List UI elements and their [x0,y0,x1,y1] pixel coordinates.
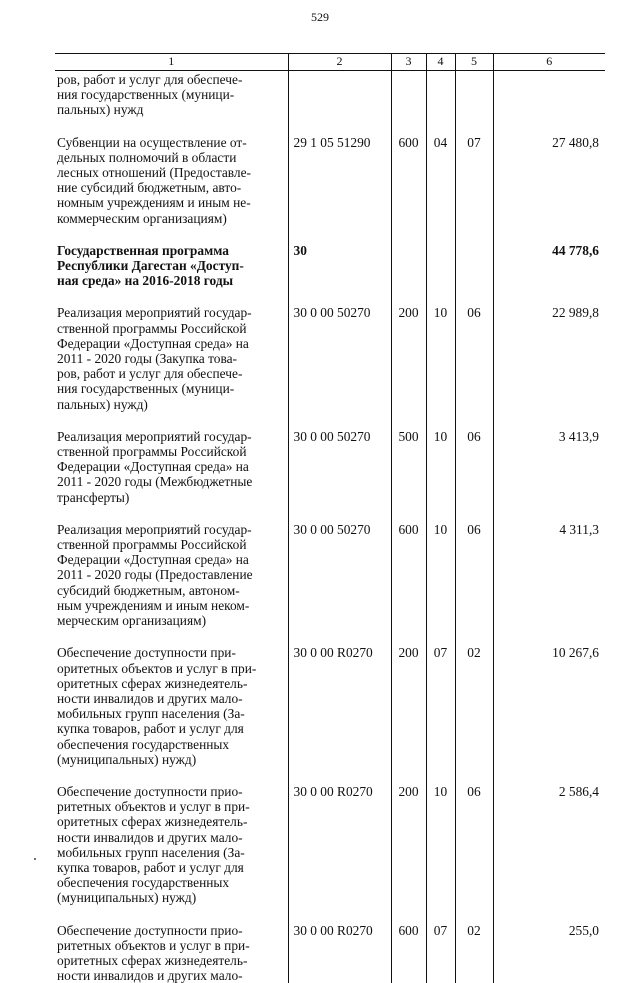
section-cell: 10 [426,302,455,425]
expense-type-cell: 600 [391,519,426,642]
expense-type-cell: 200 [391,302,426,425]
row-name-cell: Государственная программа Республики Дагестан «Доступ- ная среда» на 2016-2018 годы [57,242,244,289]
column-header: 6 [493,54,605,71]
budget-table [55,53,605,983]
table-row [55,71,605,132]
amount-cell: 2 586,4 [493,781,605,920]
expense-type-cell [391,71,426,132]
expense-type-cell: 200 [391,642,426,781]
row-name-cell: ров, работ и услуг для обеспече- ния государственных (муници- пальных) нужд [57,72,243,118]
subsection-cell: 06 [455,781,493,920]
target-code-cell: 30 0 00 R0270 [288,781,391,920]
scan-speck [34,858,36,860]
subsection-cell: 02 [455,642,493,781]
column-header: 3 [391,54,426,71]
column-header: 4 [426,54,455,71]
row-name-cell: Субвенции на осуществление от- дельных полномочий в области лесных отношений (Предоставле- ние субсидий бюджетным, авто- номным учреждениям и иным не- коммерческим организациям) [57,134,252,226]
section-cell: 07 [426,920,455,983]
target-code-cell: 30 0 00 50270 [288,426,391,519]
amount-cell: 255,0 [493,920,605,983]
column-header: 5 [455,54,493,71]
table-row [55,426,605,519]
amount-cell: 22 989,8 [493,302,605,425]
target-code-cell: 30 0 00 50270 [288,302,391,425]
row-name-cell: Реализация мероприятий государ- ственной программы Российской Федерации «Доступная среда» на 2011 - 2020 годы (Предоставление субсидий бюджетным, автоном- ным учреждениям и иным неком- мерческим организациям) [57,521,253,629]
column-header: 2 [288,54,391,71]
row-name-cell: Реализация мероприятий государ- ственной программы Российской Федерации «Доступная среда» на 2011 - 2020 годы (Закупка това- ров, работ и услуг для обеспече- ния государственных (муници- пальных) нужд) [57,305,252,412]
amount-cell: 44 778,6 [493,240,605,303]
target-code-cell: 30 [288,240,391,303]
amount-cell: 10 267,6 [493,642,605,781]
table-row [55,642,605,781]
subsection-cell: 07 [455,132,493,240]
section-cell: 10 [426,426,455,519]
table-row [55,302,605,425]
target-code-cell: 30 0 00 50270 [288,519,391,642]
subsection-cell: 06 [455,519,493,642]
row-name-cell: Обеспечение доступности при- оритетных объектов и услуг в при- оритетных сферах жизнедеятель- ности инвалидов и других мало- мобильных групп населения (За- купка товаров, работ и услуг для обеспечения государственных (муниципальных) нужд) [57,645,257,767]
subsection-cell: 06 [455,302,493,425]
subsection-cell [455,71,493,132]
expense-type-cell [391,240,426,303]
table-row [55,240,605,303]
table-row [55,920,605,983]
column-number-header [55,54,605,71]
section-cell: 07 [426,642,455,781]
target-code-cell [288,71,391,132]
expense-type-cell: 600 [391,132,426,240]
subsection-cell: 02 [455,920,493,983]
section-cell [426,71,455,132]
table-row [55,781,605,920]
row-name-cell: Обеспечение доступности прио- ритетных объектов и услуг в при- оритетных сферах жизнедеятель- ности инвалидов и других мало- [57,922,250,983]
section-cell [426,240,455,303]
target-code-cell: 30 0 00 R0270 [288,920,391,983]
amount-cell: 3 413,9 [493,426,605,519]
section-cell: 04 [426,132,455,240]
table-row [55,132,605,240]
subsection-cell [455,240,493,303]
target-code-cell: 30 0 00 R0270 [288,642,391,781]
row-name-cell: Обеспечение доступности прио- ритетных объектов и услуг в при- оритетных сферах жизнедеятель- ности инвалидов и других мало- мобильных групп населения (За- купка товаров, работ и услуг для обеспечения государственных (муниципальных) нужд) [57,783,250,906]
page-number: 529 [311,10,329,24]
section-cell: 10 [426,519,455,642]
expense-type-cell: 200 [391,781,426,920]
row-name-cell: Реализация мероприятий государ- ственной программы Российской Федерации «Доступная среда» на 2011 - 2020 годы (Межбюджетные трансферты) [57,428,253,505]
column-header: 1 [55,54,288,71]
subsection-cell: 06 [455,426,493,519]
expense-type-cell: 500 [391,426,426,519]
expense-type-cell: 600 [391,920,426,983]
amount-cell: 27 480,8 [493,132,605,240]
section-cell: 10 [426,781,455,920]
table-row [55,519,605,642]
amount-cell: 4 311,3 [493,519,605,642]
amount-cell [493,71,605,132]
target-code-cell: 29 1 05 51290 [288,132,391,240]
